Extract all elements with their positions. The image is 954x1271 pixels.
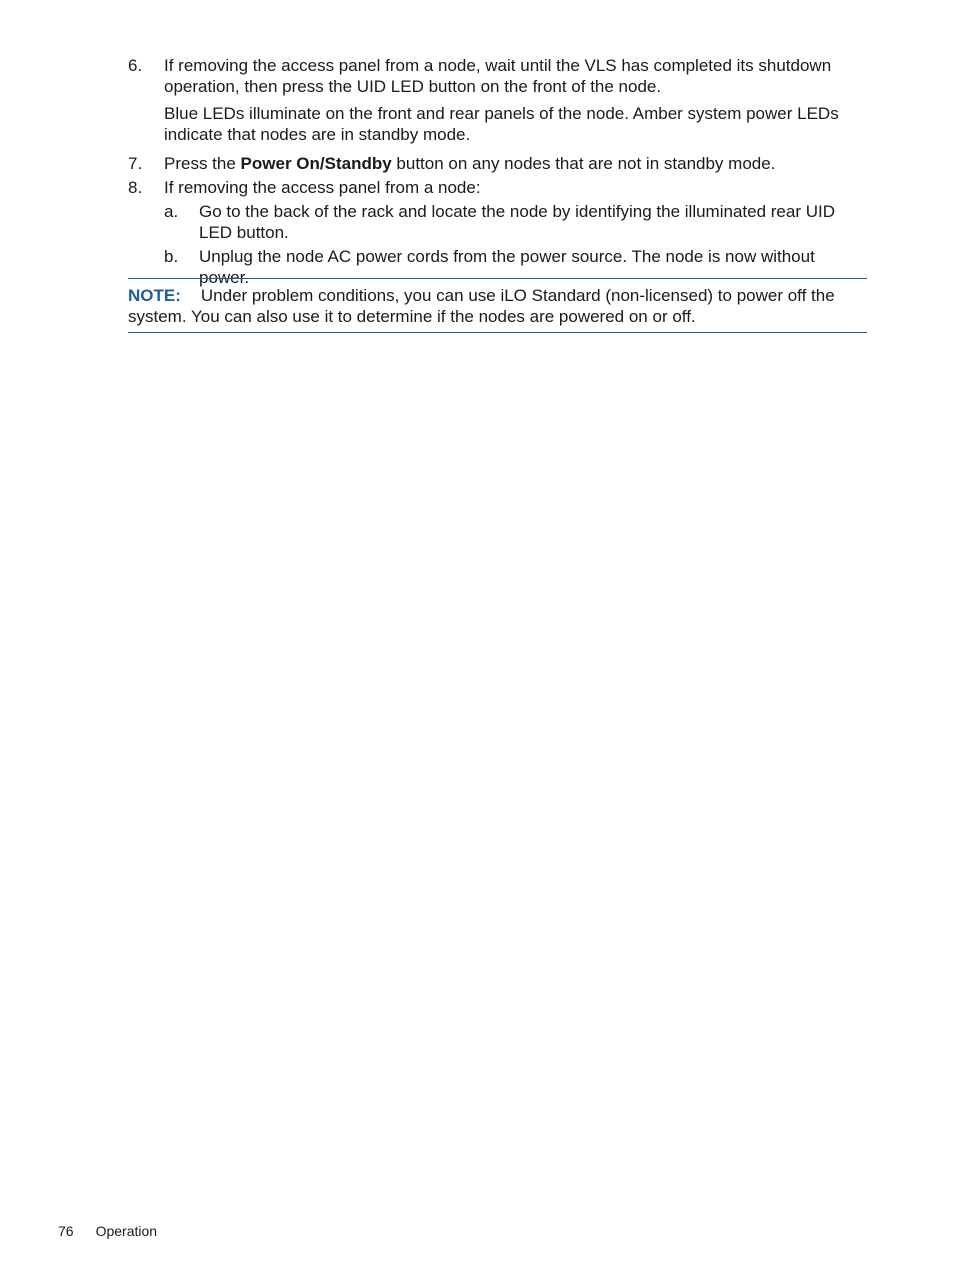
- step-number: 7.: [128, 154, 143, 173]
- page-footer: [58, 1222, 157, 1240]
- substep-letter: a.: [164, 202, 179, 221]
- substep-a: [164, 201, 868, 243]
- step-text: If removing the access panel from a node, wait until the VLS has completed its shutdown operation, then press the UID LED button on the front of the node.: [164, 56, 832, 96]
- note-label: NOTE:: [128, 286, 181, 305]
- step-result-text: Blue LEDs illuminate on the front and rear panels of the node. Amber system power LEDs indicate that nodes are in standby mode.: [164, 104, 839, 144]
- note-text: Under problem conditions, you can use iLO Standard (non-licensed) to power off the system. You can also use it to determine if the nodes are powered on or off.: [128, 286, 835, 326]
- section-name: Operation: [95, 1223, 158, 1239]
- step-7: [128, 153, 868, 174]
- page-number: 76: [58, 1223, 74, 1239]
- step-number: 6.: [128, 56, 143, 75]
- step-text: If removing the access panel from a node:: [164, 178, 481, 197]
- substep-text: Unplug the node AC power cords from the power source. The node is now without power.: [199, 247, 815, 287]
- step-6: [128, 55, 868, 145]
- substep-text: Go to the back of the rack and locate the node by identifying the illuminated rear UID LED button.: [199, 202, 835, 242]
- step-text-prefix: Press the: [164, 154, 241, 173]
- step-8: [128, 177, 868, 198]
- power-standby-button-label: Power On/Standby: [240, 154, 392, 173]
- note-box: [128, 278, 867, 333]
- step-text: [164, 153, 868, 174]
- step-number: 8.: [128, 178, 143, 197]
- step-text-suffix: button on any nodes that are not in standby mode.: [391, 154, 776, 173]
- substep-letter: b.: [164, 247, 179, 266]
